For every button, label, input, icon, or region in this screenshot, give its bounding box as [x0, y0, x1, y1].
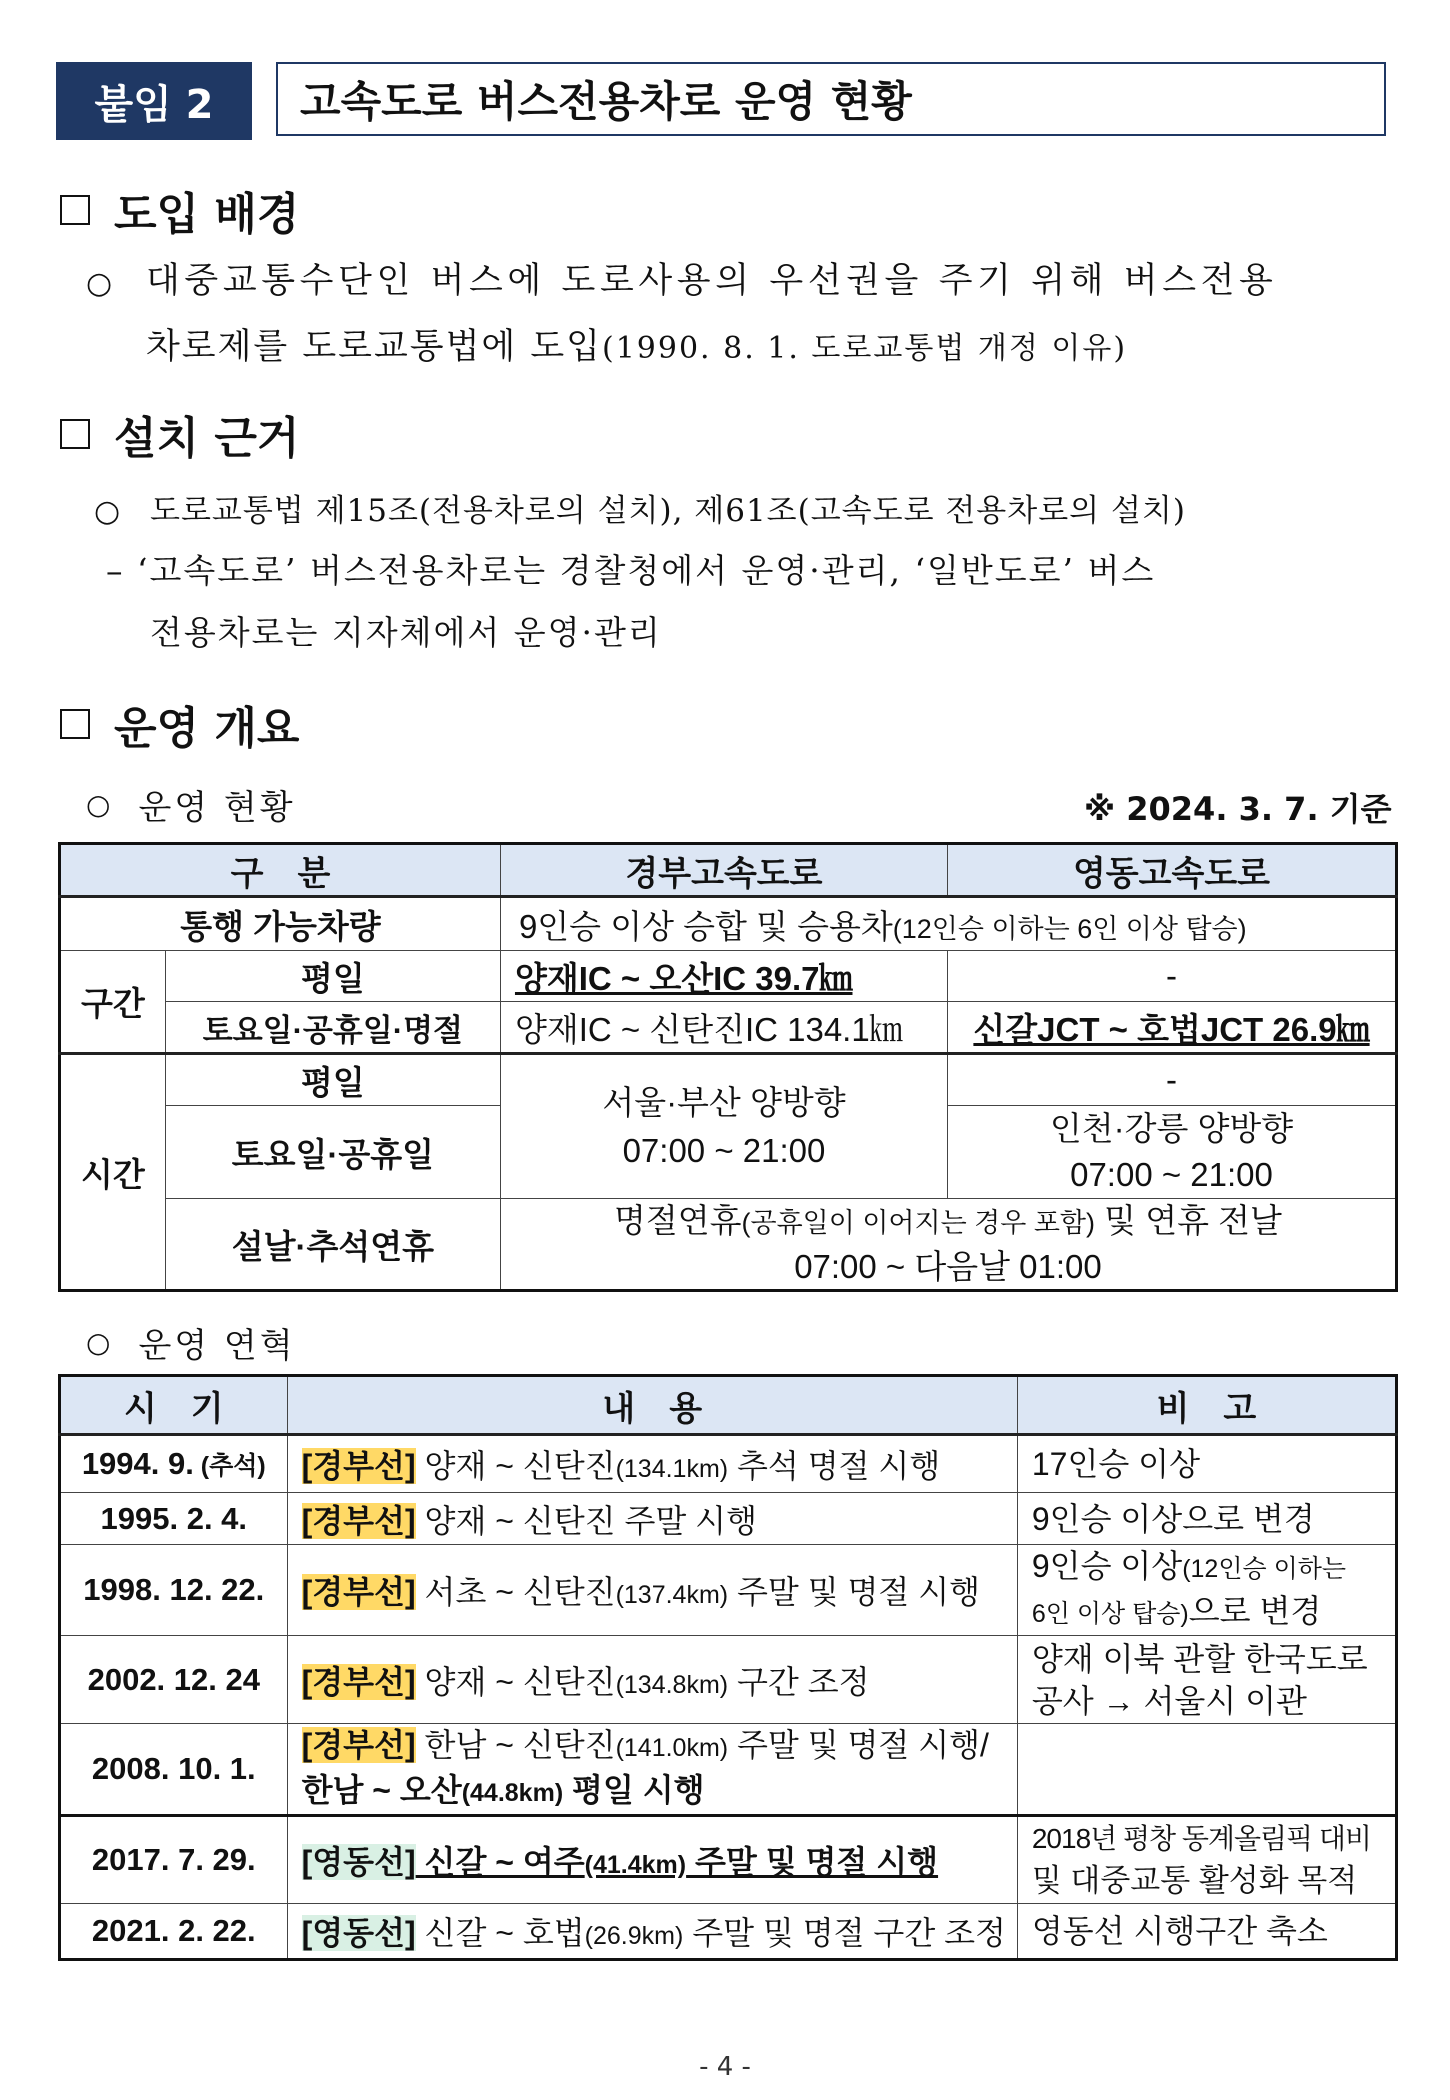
gb-weekend-section: 양재IC ~ 신탄진IC 134.1㎞ [500, 1002, 947, 1054]
content-text: 한남 ~ 오산 [301, 1772, 462, 1808]
content-distance: (41.4km) [584, 1851, 687, 1879]
history-date: 1998. 12. 22. [60, 1545, 288, 1636]
history-note [1017, 1724, 1396, 1816]
subsection-title: 운영 현황 [138, 788, 296, 828]
section-title: 설치 근거 [114, 413, 300, 464]
table-row [60, 1493, 1397, 1545]
history-note [1017, 1816, 1396, 1904]
paragraph-line: 대중교통수단인 버스에 도로사용의 우선권을 주기 위해 버스전용 [146, 261, 1278, 301]
bullet-circle-icon: ○ [94, 494, 121, 529]
history-content [287, 1724, 1017, 1816]
history-content [287, 1493, 1017, 1545]
content-text: 주말 및 명절 시행/ [728, 1727, 989, 1763]
vehicles-value [500, 897, 1396, 951]
paragraph-line [146, 314, 1396, 382]
festival-line-2: 07:00 ~ 다음날 01:00 [794, 1248, 1102, 1285]
page-header [56, 62, 1386, 140]
header-yeongdong: 영동고속도로 [947, 844, 1396, 897]
gb-time-line: 서울·부산 양방향 [602, 1083, 846, 1121]
note-paren: (12인승 이하는 [1182, 1555, 1347, 1583]
note-line [1032, 1545, 1395, 1590]
route-tag: [영동선] [301, 1844, 416, 1880]
table-header-row [60, 844, 1397, 897]
history-note [1017, 1636, 1396, 1724]
basis-date: ※ 2024. 3. 7. 기준 [1084, 790, 1392, 828]
history-content [287, 1435, 1017, 1493]
vehicles-paren: (12인승 이하는 6인 이상 탑승) [892, 913, 1247, 944]
table-row [60, 1636, 1397, 1724]
content-text: 양재 ~ 신탄진 주말 시행 [415, 1502, 757, 1539]
content-text: 양재 ~ 신탄진 [415, 1448, 616, 1484]
content-distance: (137.4km) [615, 1581, 729, 1609]
yd-weekday-section: - [947, 951, 1396, 1002]
paragraph-text: 차로제를 도로교통법에 도입 [146, 327, 602, 367]
history-date: 2017. 7. 29. [60, 1816, 288, 1904]
history-table [58, 1374, 1398, 1961]
history-date: 2021. 2. 22. [60, 1904, 288, 1960]
header-division: 구 분 [60, 844, 501, 897]
gb-time [500, 1054, 947, 1199]
table-row [60, 1816, 1397, 1904]
route-tag: [경부선] [301, 1727, 416, 1763]
content-text: 신갈 ~ 호법 [415, 1915, 585, 1951]
section-title: 도입 배경 [114, 189, 300, 240]
festival-text: 명절연휴 [614, 1202, 742, 1239]
time-weekend-label: 토요일·공휴일 [165, 1106, 500, 1199]
history-date: 2002. 12. 24 [60, 1636, 288, 1724]
header-period: 시 기 [60, 1376, 288, 1435]
history-note [1017, 1545, 1396, 1636]
table-row [60, 1002, 1397, 1054]
header-content: 내 용 [287, 1376, 1017, 1435]
festival-text: 및 연휴 전날 [1095, 1202, 1282, 1239]
history-content [287, 1545, 1017, 1636]
content-distance: (141.0km) [615, 1734, 729, 1762]
festival-paren: (공휴일이 이어지는 경우 포함) [741, 1208, 1096, 1238]
bullet-circle-icon: ○ [86, 788, 111, 821]
subsection-status [86, 780, 296, 829]
header-note: 비 고 [1017, 1376, 1396, 1435]
section-label: 구간 [60, 951, 166, 1054]
time-label: 시간 [60, 1054, 166, 1291]
note-line [1032, 1590, 1395, 1635]
yd-time-line: 인천·강릉 양방향 [1049, 1110, 1294, 1147]
status-table [58, 842, 1398, 1292]
section-heading-background [60, 178, 299, 242]
history-content [287, 1816, 1017, 1904]
table-row [60, 1545, 1397, 1636]
basis-line-3: 전용차로는 지자체에서 운영·관리 [150, 613, 662, 652]
vehicles-main: 9인승 이상 승합 및 승용차 [518, 907, 893, 945]
yd-time-line: 07:00 ~ 21:00 [1070, 1156, 1273, 1193]
checkbox-square-icon [60, 195, 90, 225]
route-tag: [경부선] [301, 1574, 416, 1610]
date-sub: (추석) [193, 1452, 266, 1480]
festival-time [500, 1199, 1396, 1291]
yd-time [947, 1106, 1396, 1199]
basis-line-2: – ‘고속도로’ 버스전용차로는 경찰청에서 운영·관리, ‘일반도로’ 버스 [106, 551, 1156, 590]
note-line: 양재 이북 관할 한국도로 [1031, 1640, 1368, 1677]
content-line [302, 1724, 1017, 1769]
content-text: 평일 시행 [563, 1772, 705, 1808]
table-row [60, 1199, 1397, 1291]
content-text: 주말 및 명절 구간 조정 [683, 1915, 1006, 1951]
section-heading-basis [60, 402, 299, 466]
history-date: 2008. 10. 1. [60, 1724, 288, 1816]
yd-weekend-text: 신갈JCT ~ 호법JCT 26.9㎞ [973, 1010, 1370, 1048]
content-text: 한남 ~ 신탄진 [415, 1727, 616, 1763]
content-text: 서초 ~ 신탄진 [415, 1574, 616, 1610]
table-row [60, 1904, 1397, 1960]
date-text: 1994. 9. [81, 1446, 194, 1481]
section-title: 운영 개요 [114, 703, 300, 754]
table-row [60, 1435, 1397, 1493]
gb-weekday-section [500, 951, 947, 1002]
bullet-circle-icon: ○ [86, 1326, 111, 1359]
attachment-badge: 붙임 2 [56, 62, 252, 140]
history-content [287, 1636, 1017, 1724]
yd-weekend-section [947, 1002, 1396, 1054]
content-text: 주말 및 명절 시행 [728, 1574, 981, 1610]
history-note: 영동선 시행구간 축소 [1017, 1904, 1396, 1960]
yd-time-weekday: - [947, 1054, 1396, 1106]
history-note: 9인승 이상으로 변경 [1017, 1493, 1396, 1545]
page-number: - 4 - [699, 2052, 751, 2082]
table-row [60, 1724, 1397, 1816]
note-line: 공사 → 서울시 이관 [1031, 1682, 1307, 1719]
festival-line-1 [501, 1199, 1395, 1245]
route-tag: [경부선] [301, 1502, 416, 1539]
festival-label: 설날·추석연휴 [165, 1199, 500, 1291]
content-distance: (134.1km) [615, 1455, 729, 1483]
basis-line-1: 도로교통법 제15조(전용차로의 설치), 제61조(고속도로 전용차로의 설치) [150, 493, 1186, 529]
weekday-label: 평일 [165, 951, 500, 1002]
table-row [60, 897, 1397, 951]
paragraph-paren: (1990. 8. 1. 도로교통법 개정 이유) [601, 331, 1128, 366]
content-text: 주말 및 명절 시행 [686, 1844, 939, 1880]
time-weekday-label: 평일 [165, 1054, 500, 1106]
content-text: 신갈 ~ 여주 [415, 1844, 585, 1880]
history-note: 17인승 이상 [1017, 1435, 1396, 1493]
route-tag: [영동선] [301, 1915, 416, 1951]
checkbox-square-icon [60, 709, 90, 739]
route-tag: [경부선] [301, 1448, 416, 1484]
table-header-row [60, 1376, 1397, 1435]
history-date [60, 1435, 288, 1493]
table-row [60, 951, 1397, 1002]
content-distance: (134.8km) [615, 1670, 729, 1699]
content-line [302, 1769, 1017, 1814]
note-text: 으로 변경 [1188, 1593, 1322, 1629]
content-distance: (44.8km) [461, 1779, 564, 1807]
gb-weekday-text: 양재IC ~ 오산IC 39.7㎞ [514, 959, 853, 997]
gb-time-line: 07:00 ~ 21:00 [622, 1131, 826, 1169]
note-paren: 6인 이상 탑승) [1031, 1600, 1189, 1628]
page-title: 고속도로 버스전용차로 운영 현황 [276, 62, 1386, 136]
content-text: 구간 조정 [728, 1663, 870, 1700]
note-line: 2018년 평창 동계올림픽 대비 [1031, 1823, 1371, 1854]
history-content [287, 1904, 1017, 1960]
content-underlined [416, 1844, 938, 1880]
vehicles-label: 통행 가능차량 [60, 897, 501, 951]
note-line: 및 대중교통 활성화 목적 [1031, 1863, 1358, 1898]
route-tag: [경부선] [301, 1663, 416, 1700]
checkbox-square-icon [60, 419, 90, 449]
history-date: 1995. 2. 4. [60, 1493, 288, 1545]
background-paragraph [146, 248, 1396, 382]
bullet-circle-icon: ○ [86, 266, 113, 301]
section-heading-overview [60, 692, 299, 756]
content-text: 양재 ~ 신탄진 [415, 1663, 616, 1700]
subsection-history [86, 1318, 296, 1367]
content-distance: (26.9km) [584, 1922, 684, 1950]
content-text: 추석 명절 시행 [728, 1448, 941, 1484]
weekend-holiday-festival-label: 토요일·공휴일·명절 [165, 1002, 500, 1054]
header-gyeongbu: 경부고속도로 [500, 844, 947, 897]
note-text: 9인승 이상 [1031, 1548, 1183, 1584]
table-row [60, 1054, 1397, 1106]
subsection-title: 운영 연혁 [138, 1326, 296, 1366]
